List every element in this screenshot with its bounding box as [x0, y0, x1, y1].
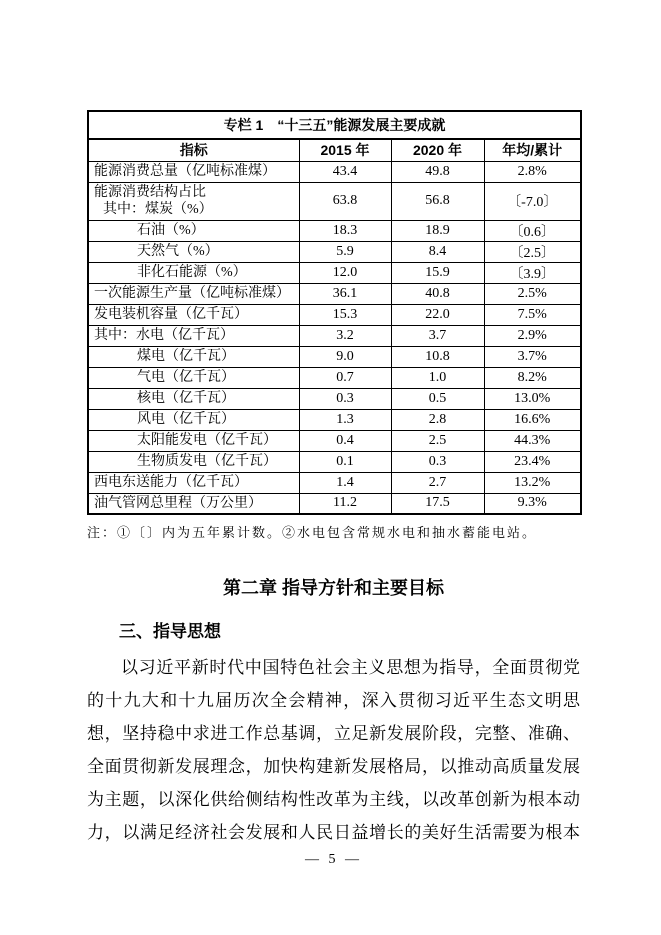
cell-2015: 0.3	[299, 388, 391, 409]
cell-avg: 13.0%	[484, 388, 581, 409]
cell-2015: 36.1	[299, 283, 391, 304]
cell-indicator: 天然气（%）	[88, 241, 299, 262]
table-row	[88, 472, 581, 493]
cell-2015: 5.9	[299, 241, 391, 262]
chapter-heading: 第二章 指导方针和主要目标	[223, 578, 444, 598]
cell-indicator	[88, 182, 299, 220]
cell-indicator: 太阳能发电（亿千瓦）	[88, 430, 299, 451]
cell-2020: 49.8	[391, 161, 484, 182]
cell-2020: 18.9	[391, 220, 484, 241]
cell-2015: 15.3	[299, 304, 391, 325]
cell-avg: 〔-7.0〕	[484, 182, 581, 220]
cell-2020: 10.8	[391, 346, 484, 367]
table-row	[88, 304, 581, 325]
cell-avg: 44.3%	[484, 430, 581, 451]
cell-2020: 2.7	[391, 472, 484, 493]
cell-2020: 2.8	[391, 409, 484, 430]
cell-2015: 0.4	[299, 430, 391, 451]
header-avg: 年均/累计	[484, 139, 581, 161]
cell-avg: 16.6%	[484, 409, 581, 430]
cell-2015: 1.4	[299, 472, 391, 493]
header-2020: 2020 年	[391, 139, 484, 161]
cell-avg: 2.8%	[484, 161, 581, 182]
table-row	[88, 182, 581, 220]
cell-2020: 0.3	[391, 451, 484, 472]
table-row	[88, 451, 581, 472]
cell-avg: 2.5%	[484, 283, 581, 304]
cell-indicator: 风电（亿千瓦）	[88, 409, 299, 430]
cell-avg: 23.4%	[484, 451, 581, 472]
table-header-row	[88, 139, 581, 161]
cell-indicator: 油气管网总里程（万公里）	[88, 493, 299, 514]
content-column	[87, 110, 580, 868]
cell-avg: 8.2%	[484, 367, 581, 388]
table-row	[88, 325, 581, 346]
cell-2015: 11.2	[299, 493, 391, 514]
cell-2015: 43.4	[299, 161, 391, 182]
cell-2015: 18.3	[299, 220, 391, 241]
cell-avg: 3.7%	[484, 346, 581, 367]
table-row	[88, 220, 581, 241]
cell-2015: 0.1	[299, 451, 391, 472]
body-line: 为主题，以深化供给侧结构性改革为主线，以改革创新为根本动	[87, 790, 580, 809]
cell-2015: 1.3	[299, 409, 391, 430]
cell-avg: 〔3.9〕	[484, 262, 581, 283]
body-line: 的十九大和十九届历次全会精神，深入贯彻习近平生态文明思	[87, 691, 580, 710]
table-row	[88, 262, 581, 283]
table-row	[88, 409, 581, 430]
cell-2015: 0.7	[299, 367, 391, 388]
header-2015: 2015 年	[299, 139, 391, 161]
table-title-row	[88, 111, 581, 139]
section-heading: 三、指导思想	[119, 622, 221, 641]
header-indicator: 指标	[88, 139, 299, 161]
body-paragraph	[87, 651, 580, 849]
cell-indicator: 非化石能源（%）	[88, 262, 299, 283]
cell-2015: 63.8	[299, 182, 391, 220]
cell-2015: 12.0	[299, 262, 391, 283]
cell-indicator: 发电装机容量（亿千瓦）	[88, 304, 299, 325]
table-row	[88, 493, 581, 514]
cell-indicator: 其中：水电（亿千瓦）	[88, 325, 299, 346]
cell-2015: 9.0	[299, 346, 391, 367]
cell-avg: 9.3%	[484, 493, 581, 514]
table-title: 专栏 1 “十三五”能源发展主要成就	[88, 111, 581, 139]
body-line: 想，坚持稳中求进工作总基调，立足新发展阶段，完整、准确、	[87, 724, 580, 743]
cell-2020: 15.9	[391, 262, 484, 283]
cell-avg: 2.9%	[484, 325, 581, 346]
cell-2020: 1.0	[391, 367, 484, 388]
body-line: 全面贯彻新发展理念，加快构建新发展格局，以推动高质量发展	[87, 757, 580, 776]
body-line: 力，以满足经济社会发展和人民日益增长的美好生活需要为根本	[87, 823, 580, 842]
cell-indicator: 石油（%）	[88, 220, 299, 241]
table-note: 注：①〔〕内为五年累计数。②水电包含常规水电和抽水蓄能电站。	[87, 525, 538, 540]
cell-indicator: 一次能源生产量（亿吨标准煤）	[88, 283, 299, 304]
cell-avg: 13.2%	[484, 472, 581, 493]
table-row	[88, 367, 581, 388]
table-row	[88, 241, 581, 262]
cell-2020: 3.7	[391, 325, 484, 346]
cell-2020: 40.8	[391, 283, 484, 304]
cell-indicator: 西电东送能力（亿千瓦）	[88, 472, 299, 493]
cell-2015: 3.2	[299, 325, 391, 346]
table-row	[88, 388, 581, 409]
cell-avg: 〔0.6〕	[484, 220, 581, 241]
cell-2020: 2.5	[391, 430, 484, 451]
table-row	[88, 161, 581, 182]
cell-indicator: 煤电（亿千瓦）	[88, 346, 299, 367]
cell-indicator: 能源消费总量（亿吨标准煤）	[88, 161, 299, 182]
page-number: — 5 —	[305, 852, 362, 867]
table-row	[88, 283, 581, 304]
indicator-line1: 能源消费结构占比	[94, 184, 206, 200]
cell-2020: 0.5	[391, 388, 484, 409]
cell-2020: 56.8	[391, 182, 484, 220]
cell-indicator: 气电（亿千瓦）	[88, 367, 299, 388]
table-row	[88, 346, 581, 367]
cell-2020: 8.4	[391, 241, 484, 262]
indicator-line2: 其中：煤炭（%）	[103, 202, 213, 217]
cell-avg: 7.5%	[484, 304, 581, 325]
cell-indicator: 生物质发电（亿千瓦）	[88, 451, 299, 472]
cell-indicator: 核电（亿千瓦）	[88, 388, 299, 409]
achievements-table	[87, 110, 582, 515]
cell-2020: 17.5	[391, 493, 484, 514]
body-line: 以习近平新时代中国特色社会主义思想为指导，全面贯彻党	[121, 658, 580, 677]
table-row	[88, 430, 581, 451]
cell-avg: 〔2.5〕	[484, 241, 581, 262]
cell-2020: 22.0	[391, 304, 484, 325]
